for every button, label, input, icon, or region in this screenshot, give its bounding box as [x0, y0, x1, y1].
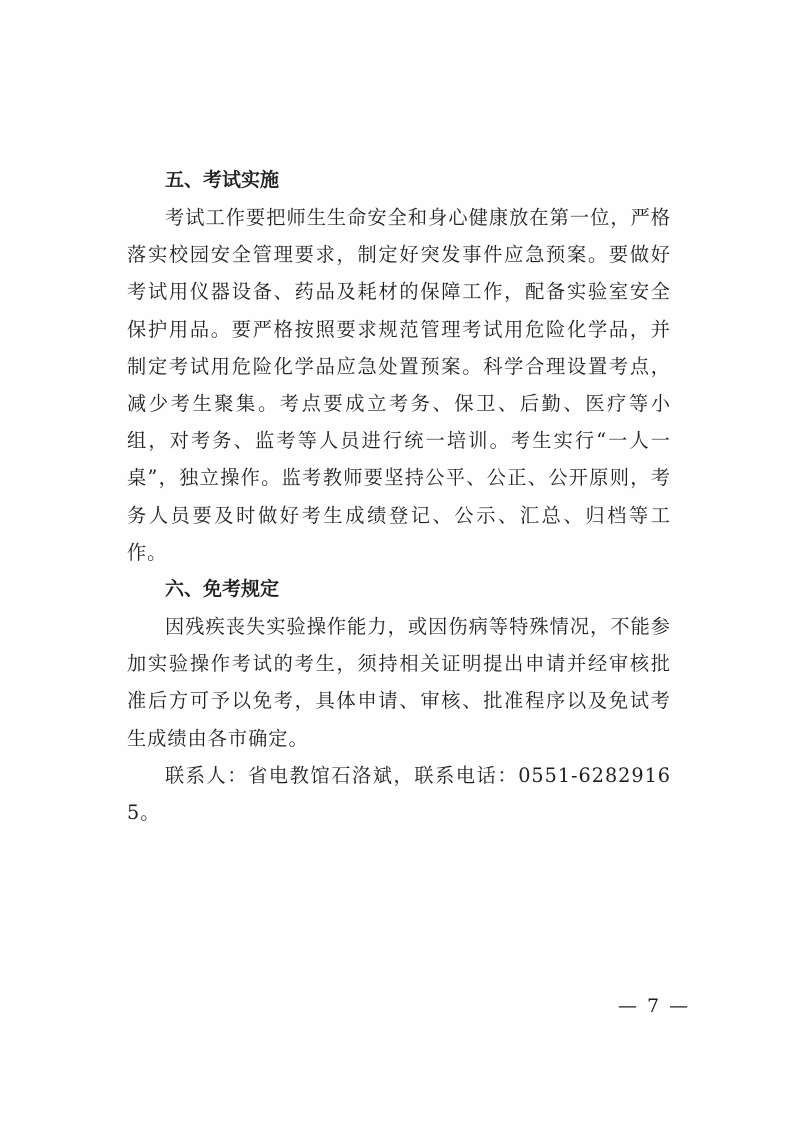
document-body: [127, 162, 671, 831]
paragraph-contact: 联系人：省电教馆石洛斌，联系电话：0551-62829165。: [127, 763, 671, 825]
section-heading-exam-implementation: 五、考试实施: [165, 169, 280, 191]
section-heading-exemption-rules: 六、免考规定: [165, 578, 280, 601]
paragraph-exemption-rules: 因残疾丧失实验操作能力，或因伤病等特殊情况，不能参加实验操作考试的考生，须持相关证明提出申请并经审核批准后方可予以免考，具体申请、审核、批准程序以及免试考生成绩由各市确定。: [127, 615, 671, 750]
paragraph-exam-implementation: 考试工作要把师生生命安全和身心健康放在第一位，严格落实校园安全管理要求，制定好突发事件应急预案。要做好考试用仪器设备、药品及耗材的保障工作，配备实验室安全保护用品。要严格按照要求规范管理考试用危险化学品，并制定考试用危险化学品应急处置预案。科学合理设置考点，减少考生聚集。考点要成立考务、保卫、后勤、医疗等小组，对考务、监考等人员进行统一培训。考生实行“一人一桌”，独立操作。监考教师要坚持公平、公正、公开原则，考务人员要及时做好考生成绩登记、公示、汇总、归档等工作。: [127, 206, 671, 564]
page-number: — 7 —: [618, 995, 691, 1017]
